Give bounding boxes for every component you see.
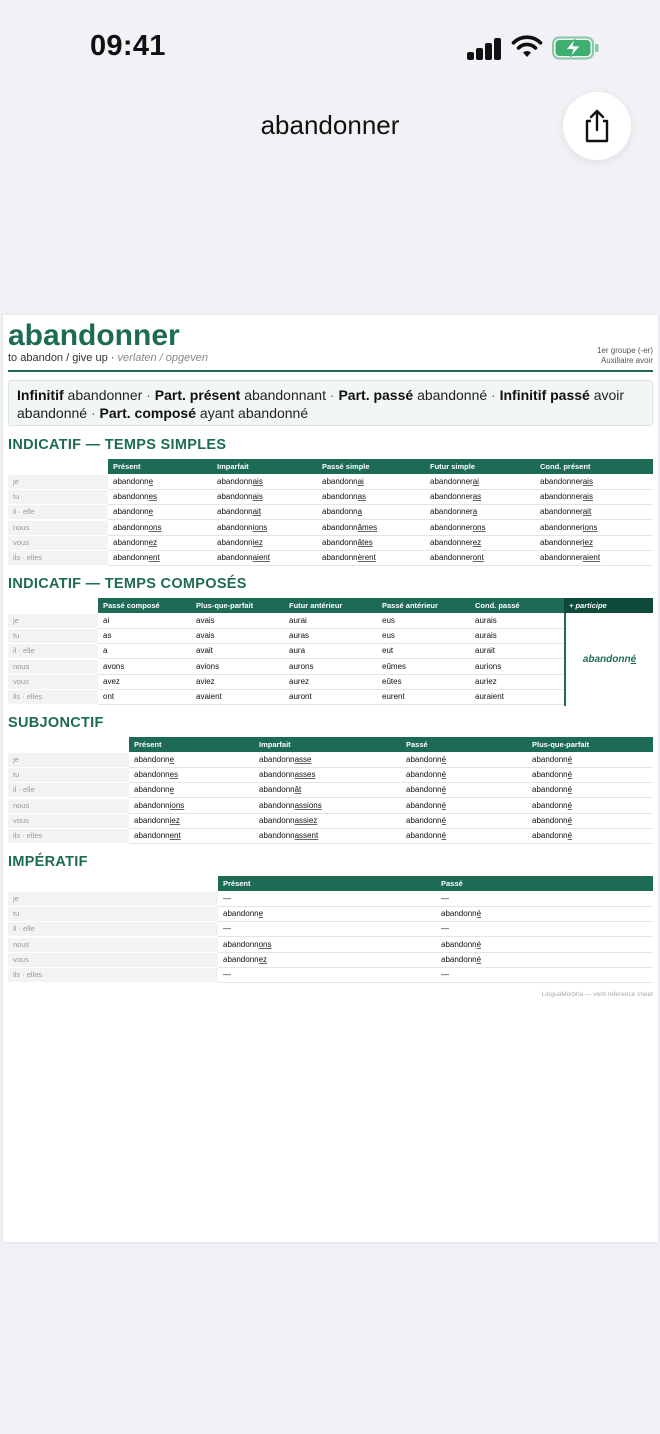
column-header: Cond. présent xyxy=(535,459,653,474)
ending: âmes xyxy=(357,522,378,532)
part-present-value: abandonnant xyxy=(244,387,326,403)
conjugation-cell: abandonnes xyxy=(108,490,212,505)
conjugation-cell: aurez xyxy=(284,675,377,690)
conjugation-cell: abandonnerais xyxy=(535,475,653,490)
ending: âtes xyxy=(357,537,373,547)
ending: asses xyxy=(294,770,316,780)
ending: é xyxy=(567,785,573,795)
conjugation-cell: aurons xyxy=(284,660,377,675)
verb-title: abandonner xyxy=(8,319,180,352)
ending: a xyxy=(357,507,363,517)
page-title: abandonner xyxy=(260,110,400,140)
conjugation-cell: abandonnerions xyxy=(535,521,653,536)
conjugation-cell: abandonnât xyxy=(254,783,401,798)
ending: é xyxy=(441,785,447,795)
ending: ont xyxy=(472,553,484,562)
ending: ent xyxy=(148,553,160,562)
ending: as xyxy=(357,492,367,502)
ending: ez xyxy=(472,537,482,547)
conjugation-cell: eûmes xyxy=(377,660,470,675)
conjugation-cell: — xyxy=(436,922,653,937)
conjugation-cell: abandonnasses xyxy=(254,768,401,783)
ending: ais xyxy=(252,492,263,502)
part-compose-value: ayant abandonné xyxy=(199,405,309,421)
conjugation-cell: abandonnera xyxy=(425,505,535,520)
conjugation-cell: abandonné xyxy=(436,953,653,968)
translation-nl: verlaten / opgeven xyxy=(117,352,208,364)
column-header: Passé xyxy=(436,876,653,891)
ending: ent xyxy=(169,831,181,840)
ending: e xyxy=(169,755,175,764)
column-header: Futur antérieur xyxy=(284,598,377,613)
conjugation-cell: abandonnons xyxy=(218,938,436,953)
conjugation-cell: abandonnions xyxy=(129,799,254,814)
column-header: Imparfait xyxy=(212,459,317,474)
table-row xyxy=(8,768,653,783)
ending: ait xyxy=(252,507,262,517)
conjugation-cell: — xyxy=(218,922,436,937)
ending: aient xyxy=(252,553,270,562)
table-row xyxy=(8,536,653,551)
ending: ais xyxy=(582,492,593,502)
conjugation-cell: abandonnent xyxy=(129,829,254,844)
conjugation-cell: aura xyxy=(284,644,377,659)
conjugation-cell: abandonnes xyxy=(129,768,254,783)
pronoun-label: nous xyxy=(8,799,129,813)
ending: é xyxy=(567,800,573,810)
ending: e xyxy=(148,477,154,486)
conjugation-cell: abandonne xyxy=(218,907,436,922)
conjugation-cell: abandonnais xyxy=(212,475,317,490)
title-rule xyxy=(8,370,653,372)
ending: iez xyxy=(252,537,263,547)
conjugation-cell: abandonné xyxy=(401,799,527,814)
conjugation-cell: eus xyxy=(377,614,470,629)
ending: assions xyxy=(294,800,322,810)
ending: ai xyxy=(472,477,479,486)
pronoun-label: ils · elles xyxy=(8,968,218,982)
table-row xyxy=(8,690,653,705)
ending: èrent xyxy=(357,553,376,562)
ending: ais xyxy=(582,477,593,486)
pronoun-label: ils · elles xyxy=(8,551,108,565)
conjugation-cell: abandonne xyxy=(129,753,254,768)
conjugation-cell: — xyxy=(218,892,436,907)
ending: ions xyxy=(582,522,598,532)
pronoun-label: je xyxy=(8,614,98,628)
conjugation-cell: abandonné xyxy=(401,753,527,768)
nominal-forms: Infinitif abandonner · Part. présent abandonnant · Part. passé abandonné · Infinitif passé avoir abandonné · Part. composé ayant abandonné xyxy=(8,380,653,426)
pronoun-label: je xyxy=(8,475,108,489)
ending: ai xyxy=(357,477,364,486)
pronoun-label: ils · elles xyxy=(8,829,129,843)
conjugation-cell: aviez xyxy=(191,675,284,690)
table-row xyxy=(8,521,653,536)
ending: é xyxy=(476,954,482,964)
pronoun-label: il · elle xyxy=(8,922,218,936)
conjugation-cell: abandonnasse xyxy=(254,753,401,768)
conjugation-cell: — xyxy=(436,892,653,907)
pronoun-label: tu xyxy=(8,768,129,782)
ending: ons xyxy=(258,939,272,949)
table-row xyxy=(8,505,653,520)
pronoun-label: ils · elles xyxy=(8,690,98,704)
conjugation-cell: abandonnâmes xyxy=(317,521,425,536)
conjugation-cell: abandonnions xyxy=(212,521,317,536)
inf-passe-value: avoir abandonné xyxy=(17,387,625,421)
conjugation-cell: abandonnâtes xyxy=(317,536,425,551)
ending: iez xyxy=(582,537,593,547)
conjugation-cell: abandonnai xyxy=(317,475,425,490)
status-time: 09:41 xyxy=(90,30,166,62)
pronoun-label: vous xyxy=(8,814,129,828)
ending: aient xyxy=(582,553,601,562)
conjugation-cell: abandonne xyxy=(108,475,212,490)
ending: e xyxy=(169,785,175,795)
ending: ât xyxy=(294,785,302,795)
subjonctif-title: SUBJONCTIF xyxy=(8,715,104,731)
conjugation-cell: abandonné xyxy=(401,783,527,798)
table-row xyxy=(8,799,653,814)
ending: é xyxy=(567,831,573,840)
conjugation-cell: abandonnait xyxy=(212,505,317,520)
status-bar xyxy=(0,0,660,92)
pronoun-label: vous xyxy=(8,953,218,967)
pronoun-label: vous xyxy=(8,675,98,689)
conjugation-cell: ont xyxy=(98,690,191,705)
pronoun-label: je xyxy=(8,753,129,767)
conjugation-cell: eûtes xyxy=(377,675,470,690)
conjugation-cell: abandonné xyxy=(401,768,527,783)
infinitif-value: abandonner xyxy=(67,387,143,403)
ending: é xyxy=(476,939,482,949)
translation-en: to abandon / give up xyxy=(8,352,108,364)
pronoun-label: il · elle xyxy=(8,505,108,519)
column-header: Présent xyxy=(108,459,212,474)
ending: ais xyxy=(252,477,263,486)
conjugation-cell: abandonné xyxy=(527,829,653,844)
ending: ons xyxy=(472,522,486,532)
conjugation-cell: eurent xyxy=(377,690,470,705)
table-row xyxy=(8,814,653,829)
conjugation-cell: aurais xyxy=(470,614,564,629)
part-passe-value: abandonné xyxy=(417,387,488,403)
conjugation-cell: abandonné xyxy=(527,753,653,768)
infinitif-label: Infinitif xyxy=(17,387,64,403)
pronoun-label: tu xyxy=(8,490,108,504)
conjugation-cell: abandonneriez xyxy=(535,536,653,551)
table-row xyxy=(8,938,653,953)
conjugation-cell: auriez xyxy=(470,675,564,690)
ending: ez xyxy=(258,954,268,964)
ending: a xyxy=(472,507,478,517)
column-header: Imparfait xyxy=(254,737,401,752)
conjugation-cell: abandonné xyxy=(436,907,653,922)
conjugation-cell: auront xyxy=(284,690,377,705)
column-header: Plus-que-parfait xyxy=(527,737,653,752)
conjugation-cell: abandonné xyxy=(401,814,527,829)
table-row xyxy=(8,475,653,490)
conjugation-cell: abandonne xyxy=(108,505,212,520)
verb-auxiliary: Auxiliaire avoir xyxy=(600,356,653,365)
ending: é xyxy=(441,831,447,840)
conjugation-cell: avons xyxy=(98,660,191,675)
conjugation-cell: abandonnassiez xyxy=(254,814,401,829)
share-button[interactable] xyxy=(563,92,631,160)
pronoun-label: nous xyxy=(8,660,98,674)
ending: é xyxy=(441,800,447,810)
column-header: Passé xyxy=(401,737,527,752)
conjugation-cell: aurais xyxy=(470,629,564,644)
table-row xyxy=(8,629,653,644)
conjugation-cell: abandonniez xyxy=(212,536,317,551)
column-header: Passé composé xyxy=(98,598,191,613)
conjugation-cell: abandonna xyxy=(317,505,425,520)
ending: e xyxy=(258,909,264,919)
table-row xyxy=(8,660,653,675)
table-row xyxy=(8,953,653,968)
ending: é xyxy=(441,770,447,780)
conjugation-cell: eut xyxy=(377,644,470,659)
conjugation-cell: auras xyxy=(284,629,377,644)
battery-charging-icon xyxy=(552,36,600,60)
ending: e xyxy=(148,507,154,517)
conjugation-cell: avais xyxy=(191,614,284,629)
conjugation-cell: abandonnassions xyxy=(254,799,401,814)
signal-icon xyxy=(467,38,503,60)
conjugation-cell: abandonneraient xyxy=(535,551,653,566)
conjugation-cell: abandonné xyxy=(527,799,653,814)
conjugation-cell: ai xyxy=(98,614,191,629)
indicatif-composes-title: INDICATIF — TEMPS COMPOSÉS xyxy=(8,576,247,592)
conjugation-cell: aurait xyxy=(470,644,564,659)
verb-group: 1er groupe (-er) xyxy=(596,346,653,355)
conjugation-cell: avait xyxy=(191,644,284,659)
ending: é xyxy=(441,755,447,764)
table-row xyxy=(8,783,653,798)
conjugation-cell: eus xyxy=(377,629,470,644)
pronoun-label: tu xyxy=(8,629,98,643)
column-header: Futur simple xyxy=(425,459,535,474)
pronoun-label: je xyxy=(8,892,218,906)
conjugation-cell: avions xyxy=(191,660,284,675)
conjugation-cell: as xyxy=(98,629,191,644)
ending: iez xyxy=(169,815,180,825)
ending: ons xyxy=(148,522,162,532)
pronoun-label: nous xyxy=(8,938,218,952)
table-row xyxy=(8,675,653,690)
part-compose-label: Part. composé xyxy=(99,405,197,421)
conjugation-cell: abandonneront xyxy=(425,551,535,566)
wifi-icon xyxy=(511,35,543,59)
conjugation-cell: a xyxy=(98,644,191,659)
reference-sheet xyxy=(3,315,658,1242)
conjugation-cell: abandonnaient xyxy=(212,551,317,566)
part-present-label: Part. présent xyxy=(154,387,241,403)
part-passe-label: Part. passé xyxy=(338,387,414,403)
ending: é xyxy=(567,815,573,825)
ending: as xyxy=(472,492,482,502)
indicatif-simples-title: INDICATIF — TEMPS SIMPLES xyxy=(8,437,227,453)
conjugation-cell: abandonnez xyxy=(218,953,436,968)
inf-passe-label: Infinitif passé xyxy=(499,387,590,403)
conjugation-cell: auraient xyxy=(470,690,564,705)
ending: é xyxy=(567,755,573,764)
pronoun-label: tu xyxy=(8,907,218,921)
column-header: Passé antérieur xyxy=(377,598,470,613)
conjugation-cell: abandonnèrent xyxy=(317,551,425,566)
table-row xyxy=(8,968,653,983)
ending: es xyxy=(148,492,158,502)
table-row xyxy=(8,551,653,566)
column-header: Plus-que-parfait xyxy=(191,598,284,613)
ending: ait xyxy=(582,507,592,517)
table-row xyxy=(8,892,653,907)
conjugation-cell: abandonnerez xyxy=(425,536,535,551)
conjugation-cell: aurions xyxy=(470,660,564,675)
conjugation-cell: abandonnais xyxy=(212,490,317,505)
pronoun-label: nous xyxy=(8,521,108,535)
table-row xyxy=(8,922,653,937)
pronoun-label: il · elle xyxy=(8,644,98,658)
table-row xyxy=(8,829,653,844)
conjugation-cell: abandonné xyxy=(527,768,653,783)
ending: é xyxy=(567,770,573,780)
participle-header: + participe xyxy=(564,598,653,613)
table-row xyxy=(8,490,653,505)
conjugation-cell: abandonnons xyxy=(108,521,212,536)
ending: ions xyxy=(252,522,268,532)
footer-note: LinguaMorpha — verb reference sheet xyxy=(541,991,653,998)
conjugation-cell: aurai xyxy=(284,614,377,629)
imperatif-title: IMPÉRATIF xyxy=(8,854,88,870)
ending: é xyxy=(630,654,637,666)
table-row xyxy=(8,614,653,629)
conjugation-cell: avais xyxy=(191,629,284,644)
pronoun-label: il · elle xyxy=(8,783,129,797)
conjugation-cell: abandonniez xyxy=(129,814,254,829)
conjugation-cell: avaient xyxy=(191,690,284,705)
verb-translation: to abandon / give up · verlaten / opgeven xyxy=(8,352,208,364)
verb-meta xyxy=(597,346,653,366)
ending: é xyxy=(441,815,447,825)
conjugation-cell: abandonnas xyxy=(317,490,425,505)
conjugation-cell: abandonnez xyxy=(108,536,212,551)
ending: assiez xyxy=(294,815,318,825)
ending: asse xyxy=(294,755,312,764)
conjugation-cell: abandonnent xyxy=(108,551,212,566)
conjugation-cell: avez xyxy=(98,675,191,690)
share-icon xyxy=(582,108,612,144)
conjugation-cell: abandonné xyxy=(401,829,527,844)
ending: ez xyxy=(148,537,158,547)
table-row xyxy=(8,644,653,659)
conjugation-cell: abandonne xyxy=(129,783,254,798)
ending: assent xyxy=(294,831,319,840)
conjugation-cell: abandonnerons xyxy=(425,521,535,536)
conjugation-cell: abandonnerai xyxy=(425,475,535,490)
table-row xyxy=(8,907,653,922)
pronoun-label: vous xyxy=(8,536,108,550)
conjugation-cell: — xyxy=(218,968,436,983)
column-header: Présent xyxy=(218,876,436,891)
conjugation-cell: abandonné xyxy=(436,938,653,953)
ending: é xyxy=(476,909,482,919)
conjugation-cell: abandonnerais xyxy=(535,490,653,505)
conjugation-cell: abandonnassent xyxy=(254,829,401,844)
conjugation-cell: abandonneras xyxy=(425,490,535,505)
conjugation-cell: abandonnerait xyxy=(535,505,653,520)
participle-cell: abandonn é xyxy=(564,613,653,706)
conjugation-cell: abandonné xyxy=(527,783,653,798)
ending: ions xyxy=(169,800,185,810)
column-header: Passé simple xyxy=(317,459,425,474)
column-header: Présent xyxy=(129,737,254,752)
ending: es xyxy=(169,770,179,780)
column-header: Cond. passé xyxy=(470,598,564,613)
conjugation-cell: — xyxy=(436,968,653,983)
conjugation-cell: abandonné xyxy=(527,814,653,829)
table-row xyxy=(8,753,653,768)
